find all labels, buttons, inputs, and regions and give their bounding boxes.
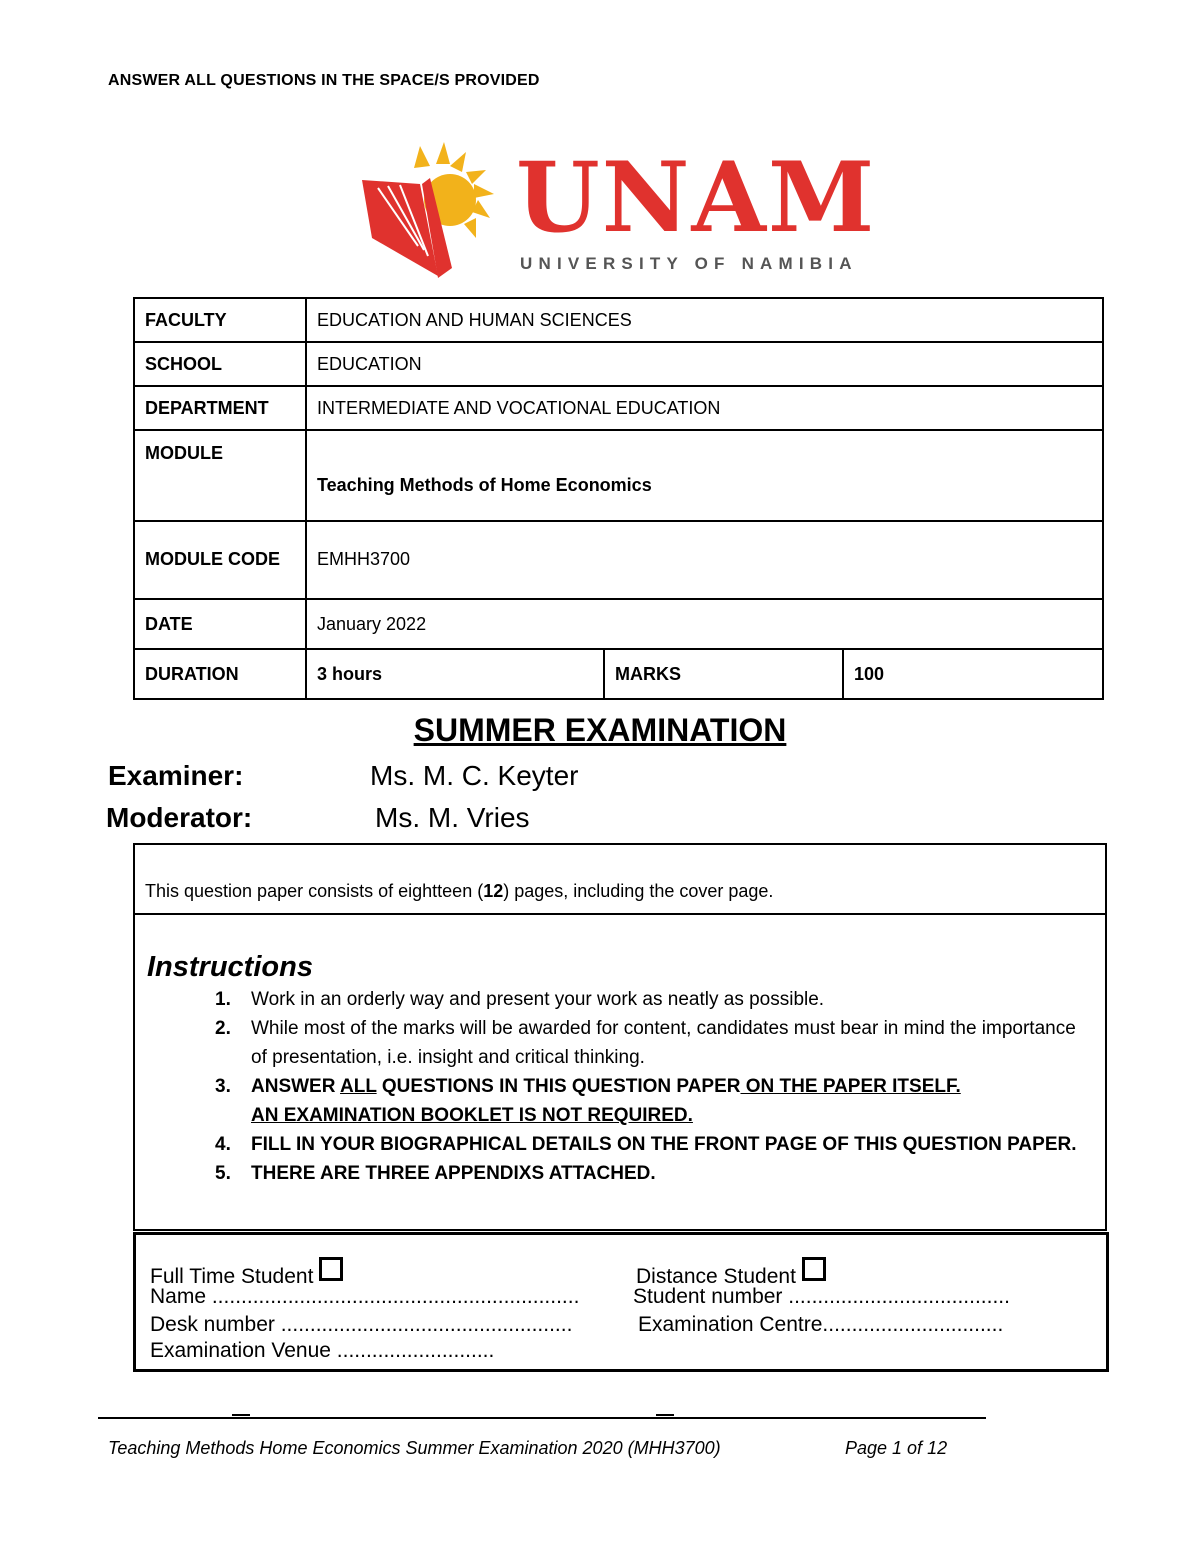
logo-subtitle: UNIVERSITY OF NAMIBIA [520, 254, 858, 273]
examiner-label: Examiner: [108, 760, 244, 791]
faculty-value: EDUCATION AND HUMAN SCIENCES [306, 298, 1103, 342]
exam-centre-field[interactable]: Examination Centre............................... [638, 1313, 1004, 1336]
duration-label: DURATION [134, 649, 306, 699]
item-number: 3. [215, 1076, 231, 1097]
paper-note-before: This question paper consists of eightteen ( [145, 881, 484, 901]
instruction-text: FILL IN YOUR BIOGRAPHICAL DETAILS ON THE FRONT PAGE OF THIS QUESTION PAPER. [251, 1134, 1077, 1155]
instruction-text-underlined: ALL [340, 1076, 377, 1097]
instructions-heading: Instructions [147, 951, 313, 983]
moderator-value: Ms. M. Vries [375, 802, 530, 833]
list-item [149, 1014, 1079, 1072]
table-row [134, 342, 1103, 386]
module-label: MODULE [134, 430, 306, 521]
full-time-label: Full Time Student [150, 1265, 314, 1288]
table-row [134, 599, 1103, 649]
distance-label: Distance Student [636, 1265, 796, 1288]
instruction-text: THERE ARE THREE APPENDIXS ATTACHED. [251, 1163, 656, 1184]
paper-note-box [133, 843, 1107, 915]
date-label: DATE [134, 599, 306, 649]
full-time-checkbox[interactable] [319, 1257, 343, 1281]
faculty-label: FACULTY [134, 298, 306, 342]
page-number: Page 1 of 12 [845, 1438, 948, 1458]
item-number: 1. [215, 989, 231, 1010]
exam-info-table [133, 297, 1104, 700]
module-value: Teaching Methods of Home Economics [306, 430, 1103, 521]
table-row [134, 430, 1103, 521]
duration-value: 3 hours [306, 649, 604, 699]
instructions-list [149, 985, 1079, 1188]
header-note: ANSWER ALL QUESTIONS IN THE SPACE/S PROVIDED [108, 72, 540, 89]
footer-tick [656, 1414, 674, 1416]
list-item [149, 1130, 1079, 1159]
paper-note [145, 881, 773, 902]
examiner-value: Ms. M. C. Keyter [370, 760, 579, 791]
item-number: 2. [215, 1018, 231, 1039]
desk-number-field[interactable]: Desk number .................................................. [150, 1313, 573, 1336]
footer-tick [232, 1414, 250, 1416]
list-item [149, 1159, 1079, 1188]
instruction-text: ANSWER [251, 1076, 341, 1097]
footer-title: Teaching Methods Home Economics Summer Examination 2020 (MHH3700) [108, 1438, 721, 1458]
table-row [134, 386, 1103, 430]
school-label: SCHOOL [134, 342, 306, 386]
department-value: INTERMEDIATE AND VOCATIONAL EDUCATION [306, 386, 1103, 430]
student-details-box [133, 1232, 1109, 1372]
instruction-text: While most of the marks will be awarded for content, candidates must bear in mind the importance of presentation, i.e. insight and critical thinking. [251, 1018, 1076, 1068]
table-row [134, 521, 1103, 599]
moderator-label: Moderator: [106, 802, 253, 833]
instructions-box [133, 913, 1107, 1231]
school-value: EDUCATION [306, 342, 1103, 386]
instruction-text-underlined: ON THE PAPER ITSELF. [740, 1076, 961, 1097]
list-item [149, 985, 1079, 1014]
item-number: 5. [215, 1163, 231, 1184]
department-label: DEPARTMENT [134, 386, 306, 430]
date-value: January 2022 [306, 599, 1103, 649]
logo-wordmark: UNAM [516, 141, 877, 254]
module-code-label: MODULE CODE [134, 521, 306, 599]
instruction-text: Work in an orderly way and present your work as neatly as possible. [251, 989, 825, 1010]
exam-title: SUMMER EXAMINATION [413, 712, 787, 748]
name-field[interactable]: Name ............................................................... [150, 1285, 580, 1308]
instruction-text: QUESTIONS IN THIS QUESTION PAPER [376, 1076, 741, 1097]
marks-value: 100 [843, 649, 1103, 699]
module-code-value: EMHH3700 [306, 521, 1103, 599]
item-number: 4. [215, 1134, 231, 1155]
student-number-field[interactable]: Student number ...................................... [633, 1285, 1010, 1308]
instruction-text-underlined: AN EXAMINATION BOOKLET IS NOT REQUIRED. [251, 1105, 693, 1126]
list-item [149, 1072, 1079, 1130]
paper-note-pages: 12 [483, 881, 504, 901]
distance-checkbox[interactable] [802, 1257, 826, 1281]
exam-venue-field[interactable]: Examination Venue ........................... [150, 1339, 495, 1362]
paper-note-after: ) pages, including the cover page. [503, 881, 774, 901]
table-row [134, 649, 1103, 699]
marks-label: MARKS [604, 649, 843, 699]
footer-rule [98, 1417, 986, 1419]
table-row [134, 298, 1103, 342]
